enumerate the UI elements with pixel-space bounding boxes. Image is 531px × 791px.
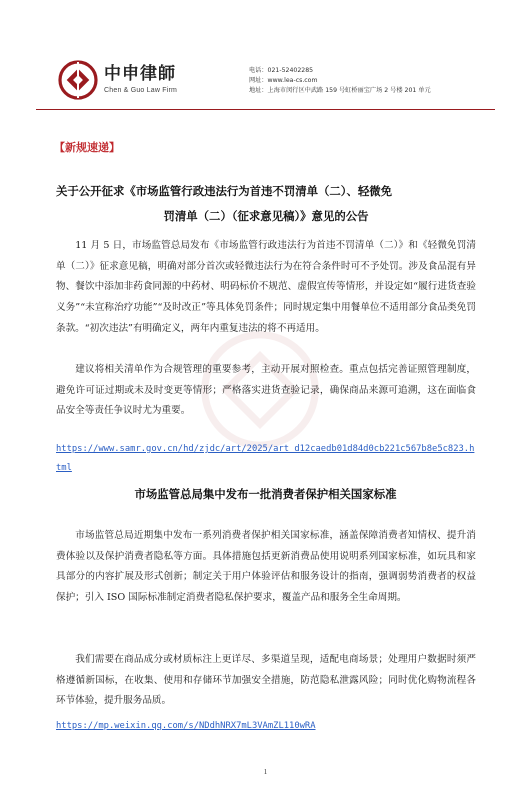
page-number: 1 [263, 768, 268, 776]
website-line: 网址：www.lea-cs.com [249, 77, 318, 84]
section-tag: 【新规速递】 [54, 141, 120, 154]
contact-info [249, 66, 431, 96]
article1-link-wrap [56, 438, 476, 476]
article2-paragraph-2: 我们需要在商品成分或材质标注上更详尽、多渠道呈现，适配电商场景；处理用户数据时须严格遵循新国标，在收集、使用和存储环节加强安全措施，防范隐私泄露风险；同时优化购物流程各环节体验，提升服务品质。 [56, 654, 476, 707]
address-line: 地址：上海市闵行区中武路 159 号虹桥丽宝广场 2 号楼 201 单元 [249, 87, 431, 94]
article1-paragraph-1: 11 月 5 日，市场监管总局发布《市场监管行政违法行为首违不罚清单（二）》和《轻微免罚清单（二）》征求意见稿，明确对部分首次或轻微违法行为在符合条件时可不予处罚。涉及食品混有异物、餐饮中添加非药食同源的中药材、明码标价不规范、虚假宣传等情形，并设定如“履行进货查验义务”“未宣称治疗功能”“及时改正”等具体免罚条件；同时规定集中用餐单位不适用部分食品类免罚条款。“初次违法”有明确定义，两年内重复违法的将不再适用。 [56, 240, 476, 334]
article1-title [56, 179, 476, 229]
article1-title-line2: 罚清单（二）（征求意见稿）》意见的公告 [163, 209, 369, 223]
brand-block [104, 64, 177, 94]
firm-logo-icon [58, 60, 98, 100]
brand-name-en: Chen & Guo Law Firm [104, 87, 178, 94]
article1-link[interactable]: https://www.samr.gov.cn/hd/zjdc/art/2025/art_d12caedb01d84d0cb221c567b8e5c823.html [56, 444, 475, 473]
phone-line: 电话：021-52402285 [249, 67, 314, 74]
article2-paragraph-1: 市场监管总局近期集中发布一系列消费者保护相关国家标准，涵盖保障消费者知情权、提升消费体验以及保护消费者隐私等方面。具体措施包括更新消费品使用说明系列国家标准，如玩具和家具部分的内容扩展及形式创新；制定关于用户体验评估和服务设计的指南，强调弱势消费者的权益保护；引入 ISO 国际标准制定消费者隐私保护要求，覆盖产品和服务全生命周期。 [56, 530, 476, 604]
article1-title-line1: 关于公开征求《市场监管行政违法行为首违不罚清单（二）、轻微免 [56, 184, 393, 198]
article2-link[interactable]: https://mp.weixin.qq.com/s/NDdhNRX7mL3VAmZL110wRA [56, 721, 316, 731]
article1-paragraph-2: 建议将相关清单作为合规管理的重要参考，主动开展对照检查。重点包括完善证照管理制度，避免许可证过期或未及时变更等情形；严格落实进货查验记录，确保商品来源可追溯，这在面临食品安全等责任争议时尤为重要。 [56, 364, 476, 417]
brand-name-cn: 中申律師 [104, 64, 176, 84]
article2-link-wrap [56, 713, 476, 732]
header-divider [36, 109, 495, 110]
letterhead [0, 0, 531, 118]
article2-title: 市场监管总局集中发布一批消费者保护相关国家标准 [134, 487, 397, 501]
